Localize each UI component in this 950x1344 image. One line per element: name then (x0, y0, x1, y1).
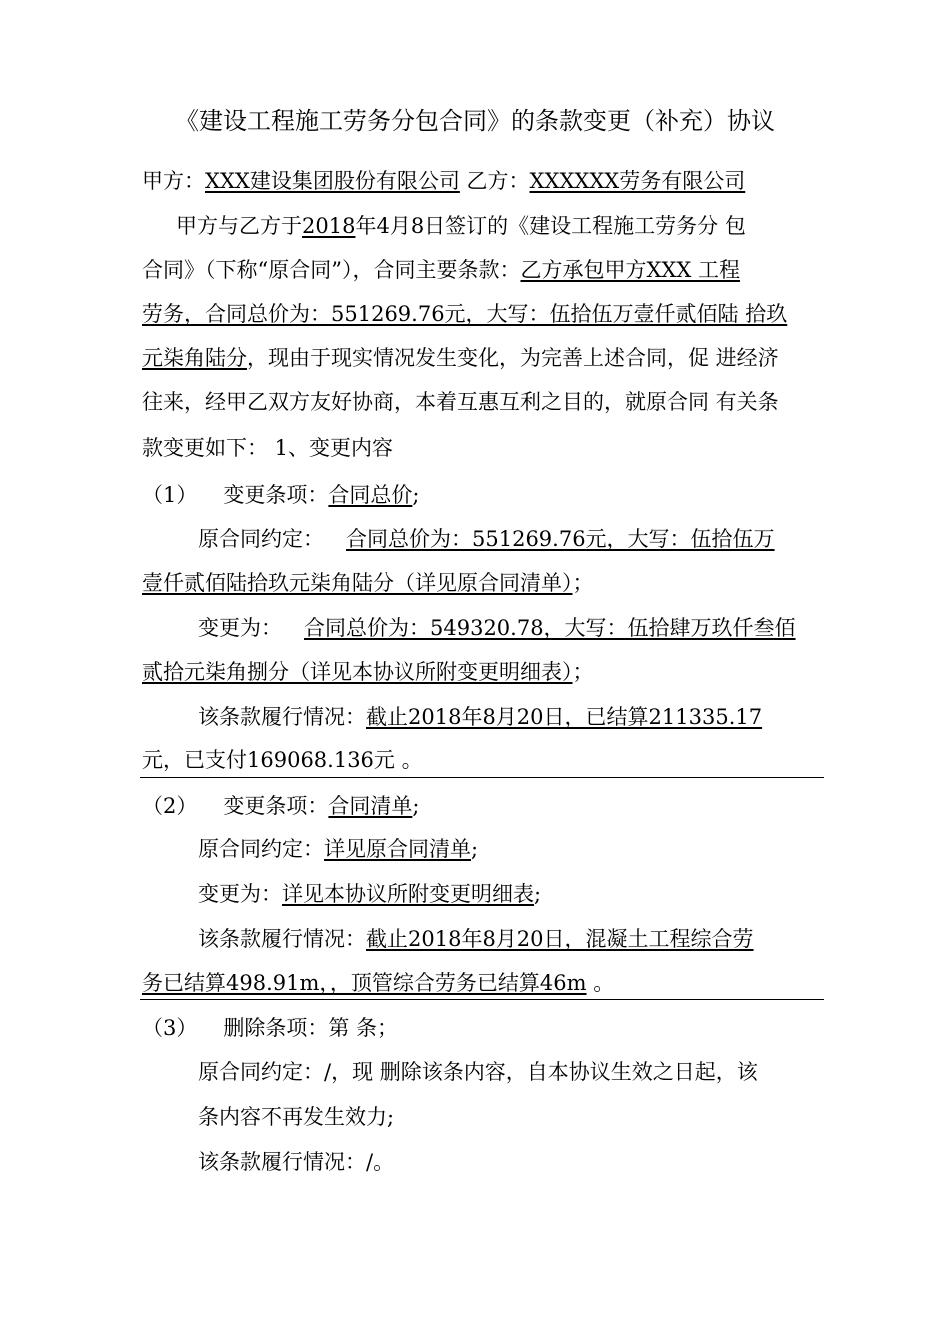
item-value: 详见原合同清单 (324, 837, 471, 861)
item-value: 壹仟贰佰陆拾玖元柒角陆分（详见原合同清单） (142, 571, 573, 595)
divider (140, 999, 824, 1000)
item1-performance-cont: 元，已支付169068.136元 。 (142, 748, 423, 772)
item-label: 变更条项： (223, 794, 329, 818)
punct: ； (572, 660, 594, 684)
item3-original-cont: 条内容不再发生效力; (198, 1105, 395, 1129)
intro-text: 合同》（下称“原合同”），合同主要条款： (142, 258, 521, 282)
item-label: 变更为： (198, 882, 282, 906)
intro-line-5: 往来，经甲乙双方友好协商，本着互惠互利之目的，就原合同 有关条 (142, 390, 779, 414)
intro-line-3 (142, 299, 787, 329)
item-value: 合同总价为：551269.76元，大写：伍拾伍万 (346, 527, 775, 551)
item-value: 合同总价 (328, 483, 413, 507)
intro-text: ，现由于现实情况发生变化，为完善上述合同，促 进经济 (247, 346, 779, 370)
contract-total: 劳务，合同总价为：551269.76元，大写：伍拾伍万壹仟贰佰陆 拾玖 (142, 302, 788, 326)
item-value: 贰拾元柒角捌分（详见本协议所附变更明细表） (142, 660, 573, 684)
party-a-name: XXX建设集团股份有限公司 (205, 169, 460, 193)
item2-change (198, 879, 541, 909)
item3-performance: 该条款履行情况：/。 (198, 1150, 395, 1174)
divider (140, 777, 824, 778)
party-b-label: 乙方： (466, 169, 530, 193)
punct: ; (412, 483, 420, 507)
intro-text: 年4月8日签订的《建设工程施工劳务分 包 (355, 214, 746, 238)
item3-original: 原合同约定：/，现 删除该条内容，自本协议生效之日起，该 (198, 1060, 758, 1084)
punct: ; (534, 882, 542, 906)
item-label: 原合同约定： (198, 837, 324, 861)
item-value: 截止2018年8月20日，已结算211335.17 (366, 705, 763, 729)
item-number: （2） (142, 794, 198, 818)
punct: ； (572, 571, 594, 595)
intro-line-2 (142, 255, 740, 285)
item-value: 合同总价为：549320.78，大写：伍拾肆万玖仟叁佰 (304, 616, 796, 640)
item1-heading (142, 480, 419, 510)
intro-line-4 (142, 343, 779, 373)
contract-scope: 乙方承包甲方XXX 工程 (520, 258, 741, 282)
item1-performance (198, 702, 762, 732)
party-b-name: XXXXXX劳务有限公司 (529, 169, 746, 193)
item-label: 原合同约定： (198, 527, 324, 551)
document-title: 《建设工程施工劳务分包合同》的条款变更（补充）协议 (175, 107, 775, 135)
item-value: 截止2018年8月20日，混凝土工程综合劳 (366, 927, 754, 951)
item-value: 合同清单 (328, 794, 413, 818)
intro-line-1 (176, 211, 746, 241)
item-label: 变更条项： (223, 483, 329, 507)
item1-change-cont (142, 657, 594, 687)
item1-original-cont (142, 568, 594, 598)
intro-text: 甲方与乙方于 (176, 214, 302, 238)
item-label: 变更为： (198, 616, 282, 640)
intro-line-6: 款变更如下： 1、变更内容 (142, 436, 394, 460)
item2-original (198, 834, 478, 864)
item1-change (198, 613, 796, 643)
item2-performance (198, 924, 754, 954)
item-label: 删除条项：第 条； (223, 1016, 399, 1040)
item-label: 该条款履行情况： (198, 705, 366, 729)
item2-performance-cont (142, 968, 614, 998)
item-number: （1） (142, 483, 198, 507)
item2-heading (142, 791, 419, 821)
party-a-label: 甲方： (142, 169, 205, 193)
parties-line (142, 166, 745, 196)
item1-original (198, 524, 775, 554)
item-value: 务已结算498.91m，，顶管综合劳务已结算46m (142, 971, 587, 995)
contract-total: 元柒角陆分 (142, 346, 247, 370)
item-value: 详见本协议所附变更明细表 (282, 882, 534, 906)
item-number: （3） (142, 1016, 198, 1040)
item-label: 该条款履行情况： (198, 927, 366, 951)
item3-heading (142, 1013, 398, 1043)
punct: 。 (586, 971, 615, 995)
punct: ; (471, 837, 479, 861)
punct: ; (412, 794, 420, 818)
sign-year: 2018 (302, 214, 356, 238)
